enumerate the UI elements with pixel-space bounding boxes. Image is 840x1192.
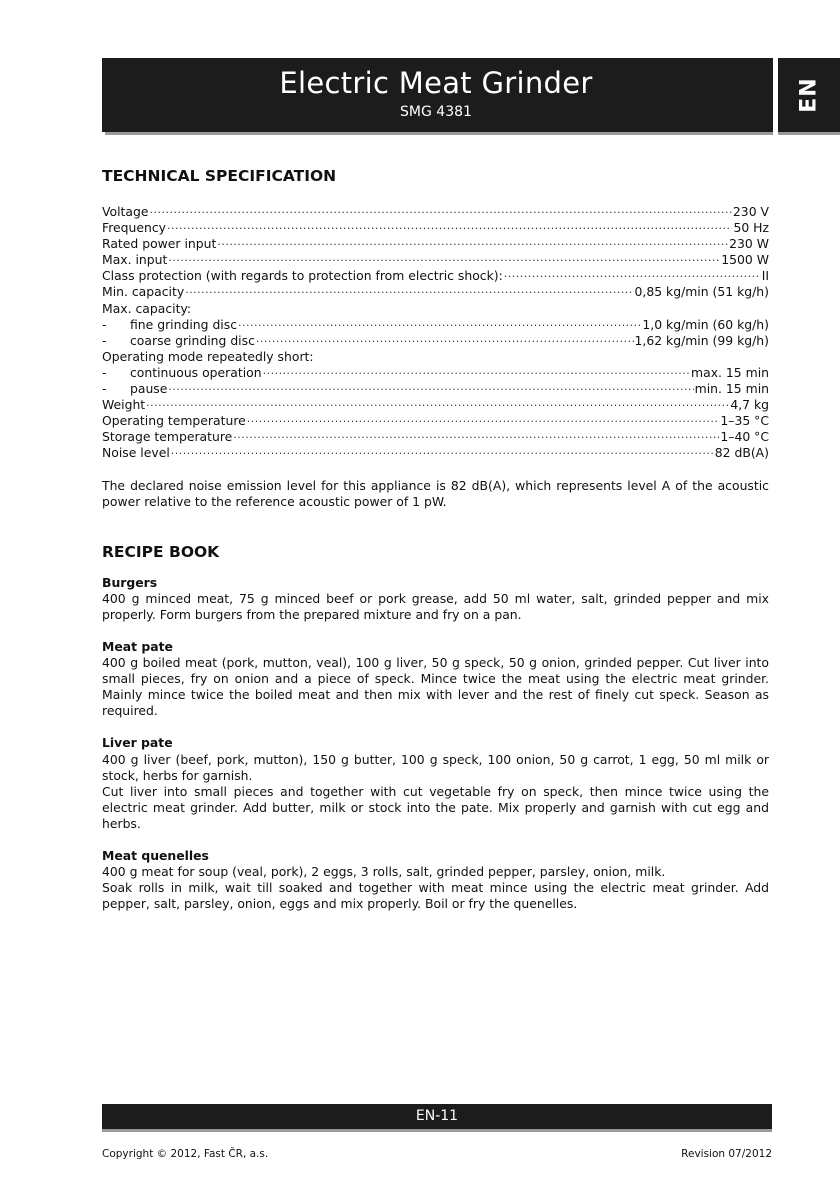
recipe-name: Liver pate [102, 735, 173, 751]
spec-label-indented [102, 333, 255, 349]
document-header [102, 58, 770, 132]
page-content [102, 166, 769, 928]
spec-label: Max. input [102, 252, 168, 268]
spec-row-class-protection [102, 268, 769, 284]
spec-value: 0,85 kg/min (51 kg/h) [634, 284, 769, 300]
spec-list [102, 204, 769, 462]
spec-row-voltage [102, 204, 769, 220]
spec-heading: TECHNICAL SPECIFICATION [102, 167, 337, 185]
spec-value: 1,62 kg/min (99 kg/h) [634, 332, 769, 348]
recipe-instructions: Soak rolls in milk, wait till soaked and together with meat mince using the electric meat grinder. Add pepper, salt, parsley, onion, eggs and mix properly. Boil or fry the quenelles. [102, 880, 769, 912]
spec-label: fine grinding disc [130, 316, 238, 332]
spec-label: Min. capacity [102, 284, 185, 300]
spec-row-pause [102, 381, 769, 397]
spec-label-indented [102, 365, 262, 381]
list-dash: - [102, 381, 107, 397]
dot-leader [233, 429, 719, 441]
recipe-burgers [102, 575, 769, 623]
language-tab-label: EN [796, 77, 822, 113]
spec-label: Noise level [102, 445, 170, 461]
dot-leader [171, 445, 714, 457]
recipe-name: Burgers [102, 574, 158, 590]
list-dash: - [102, 364, 107, 380]
dot-leader [263, 365, 690, 377]
noise-emission-note: The declared noise emission level for this appliance is 82 dB(A), which represents level A of the acoustic power relative to the reference acoustic power of 1 pW. [102, 477, 769, 509]
spec-label: Storage temperature [102, 429, 233, 445]
spec-label: Rated power input [102, 236, 217, 252]
list-dash: - [102, 332, 107, 348]
spec-row-max-input [102, 252, 769, 268]
spec-label: Class protection (with regards to protection from electric shock): [102, 268, 503, 284]
spec-row-weight [102, 397, 769, 413]
spec-value: 1500 W [721, 252, 769, 268]
spec-label: Frequency [102, 220, 167, 236]
spec-value: 4,7 kg [730, 397, 769, 413]
dot-leader [149, 204, 731, 216]
spec-row-continuous-operation [102, 365, 769, 381]
spec-value: 1,0 kg/min (60 kg/h) [642, 316, 769, 332]
spec-row-max-capacity [102, 301, 769, 317]
spec-row-noise-level [102, 445, 769, 461]
dot-leader [247, 413, 720, 425]
spec-row-min-capacity [102, 284, 769, 300]
spec-label: Max. capacity: [102, 300, 192, 316]
language-tab [778, 58, 840, 132]
dot-leader [217, 236, 728, 248]
page-number-bar [102, 1104, 772, 1129]
dot-leader [256, 333, 634, 345]
recipe-text: 400 g meat for soup (veal, pork), 2 eggs, 3 rolls, salt, grinded pepper, parsley, onion, milk. [102, 864, 666, 880]
spec-label: coarse grinding disc [130, 332, 255, 348]
spec-label: continuous operation [130, 364, 262, 380]
revision-label: Revision 07/2012 [681, 1148, 772, 1160]
spec-value: min. 15 min [694, 381, 769, 397]
dot-leader [167, 220, 732, 232]
recipe-name: Meat quenelles [102, 848, 209, 863]
spec-label-indented [102, 381, 167, 397]
recipe-name: Meat pate [102, 638, 173, 654]
spec-row-storage-temperature [102, 429, 769, 445]
spec-value: 82 dB(A) [714, 445, 769, 461]
spec-value: 1–35 °C [720, 413, 769, 429]
spec-row-coarse-disc [102, 333, 769, 349]
recipe-book-heading: RECIPE BOOK [102, 542, 220, 561]
copyright-notice: Copyright © 2012, Fast ČR, a.s. [102, 1148, 269, 1160]
page-number: EN-11 [415, 1108, 459, 1124]
dot-leader [146, 397, 729, 409]
recipe-instructions: Cut liver into small pieces and together with cut vegetable fry on speck, then mince twice using the electric meat grinder. Add butter, milk or stock into the pate. Mix properly and garnish with cut egg and herbs. [102, 783, 769, 831]
spec-row-frequency [102, 220, 769, 236]
dot-leader [238, 317, 641, 329]
list-dash: - [102, 316, 107, 332]
dot-leader [168, 381, 693, 393]
recipe-liver-pate [102, 735, 769, 832]
spec-label: Operating temperature [102, 413, 246, 429]
recipe-text: 400 g liver (beef, pork, mutton), 150 g butter, 100 g speck, 100 onion, 50 g carrot, 1 egg, 50 ml milk or stock, herbs for garnish. [102, 751, 769, 783]
spec-row-operating-temperature [102, 413, 769, 429]
spec-label: Operating mode repeatedly short: [102, 348, 314, 364]
model-number: SMG 4381 [400, 104, 472, 120]
spec-value: 1–40 °C [720, 429, 769, 445]
spec-label: Voltage [102, 204, 149, 219]
spec-value: 230 V [732, 204, 769, 219]
spec-value: 230 W [729, 236, 769, 252]
spec-label: Weight [102, 397, 146, 413]
dot-leader [185, 284, 633, 296]
spec-label: pause [130, 381, 168, 397]
document-title: Electric Meat Grinder [279, 66, 593, 100]
spec-row-operating-mode [102, 349, 769, 365]
recipe-text: 400 g boiled meat (pork, mutton, veal), 100 g liver, 50 g speck, 50 g onion, grinded pepper. Cut liver into small pieces, fry on onion and a piece of speck. Mince twice the meat using the electric meat grinder. Mainly mince twice the boiled meat and then mix with lever and the rest of finely cut speck. Season as required. [102, 655, 769, 719]
recipe-text: 400 g minced meat, 75 g minced beef or pork grease, add 50 ml water, salt, grinded pepper and mix properly. Form burgers from the prepared mixture and fry on a pan. [102, 590, 769, 622]
spec-row-fine-disc [102, 317, 769, 333]
spec-value: max. 15 min [691, 364, 769, 380]
recipe-meat-quenelles [102, 848, 769, 912]
spec-label-indented [102, 317, 237, 333]
dot-leader [504, 268, 761, 280]
spec-value: 50 Hz [733, 220, 769, 236]
recipe-meat-pate [102, 639, 769, 719]
spec-value: II [761, 268, 769, 284]
spec-row-rated-power [102, 236, 769, 252]
dot-leader [168, 252, 720, 264]
header-divider [770, 58, 773, 132]
